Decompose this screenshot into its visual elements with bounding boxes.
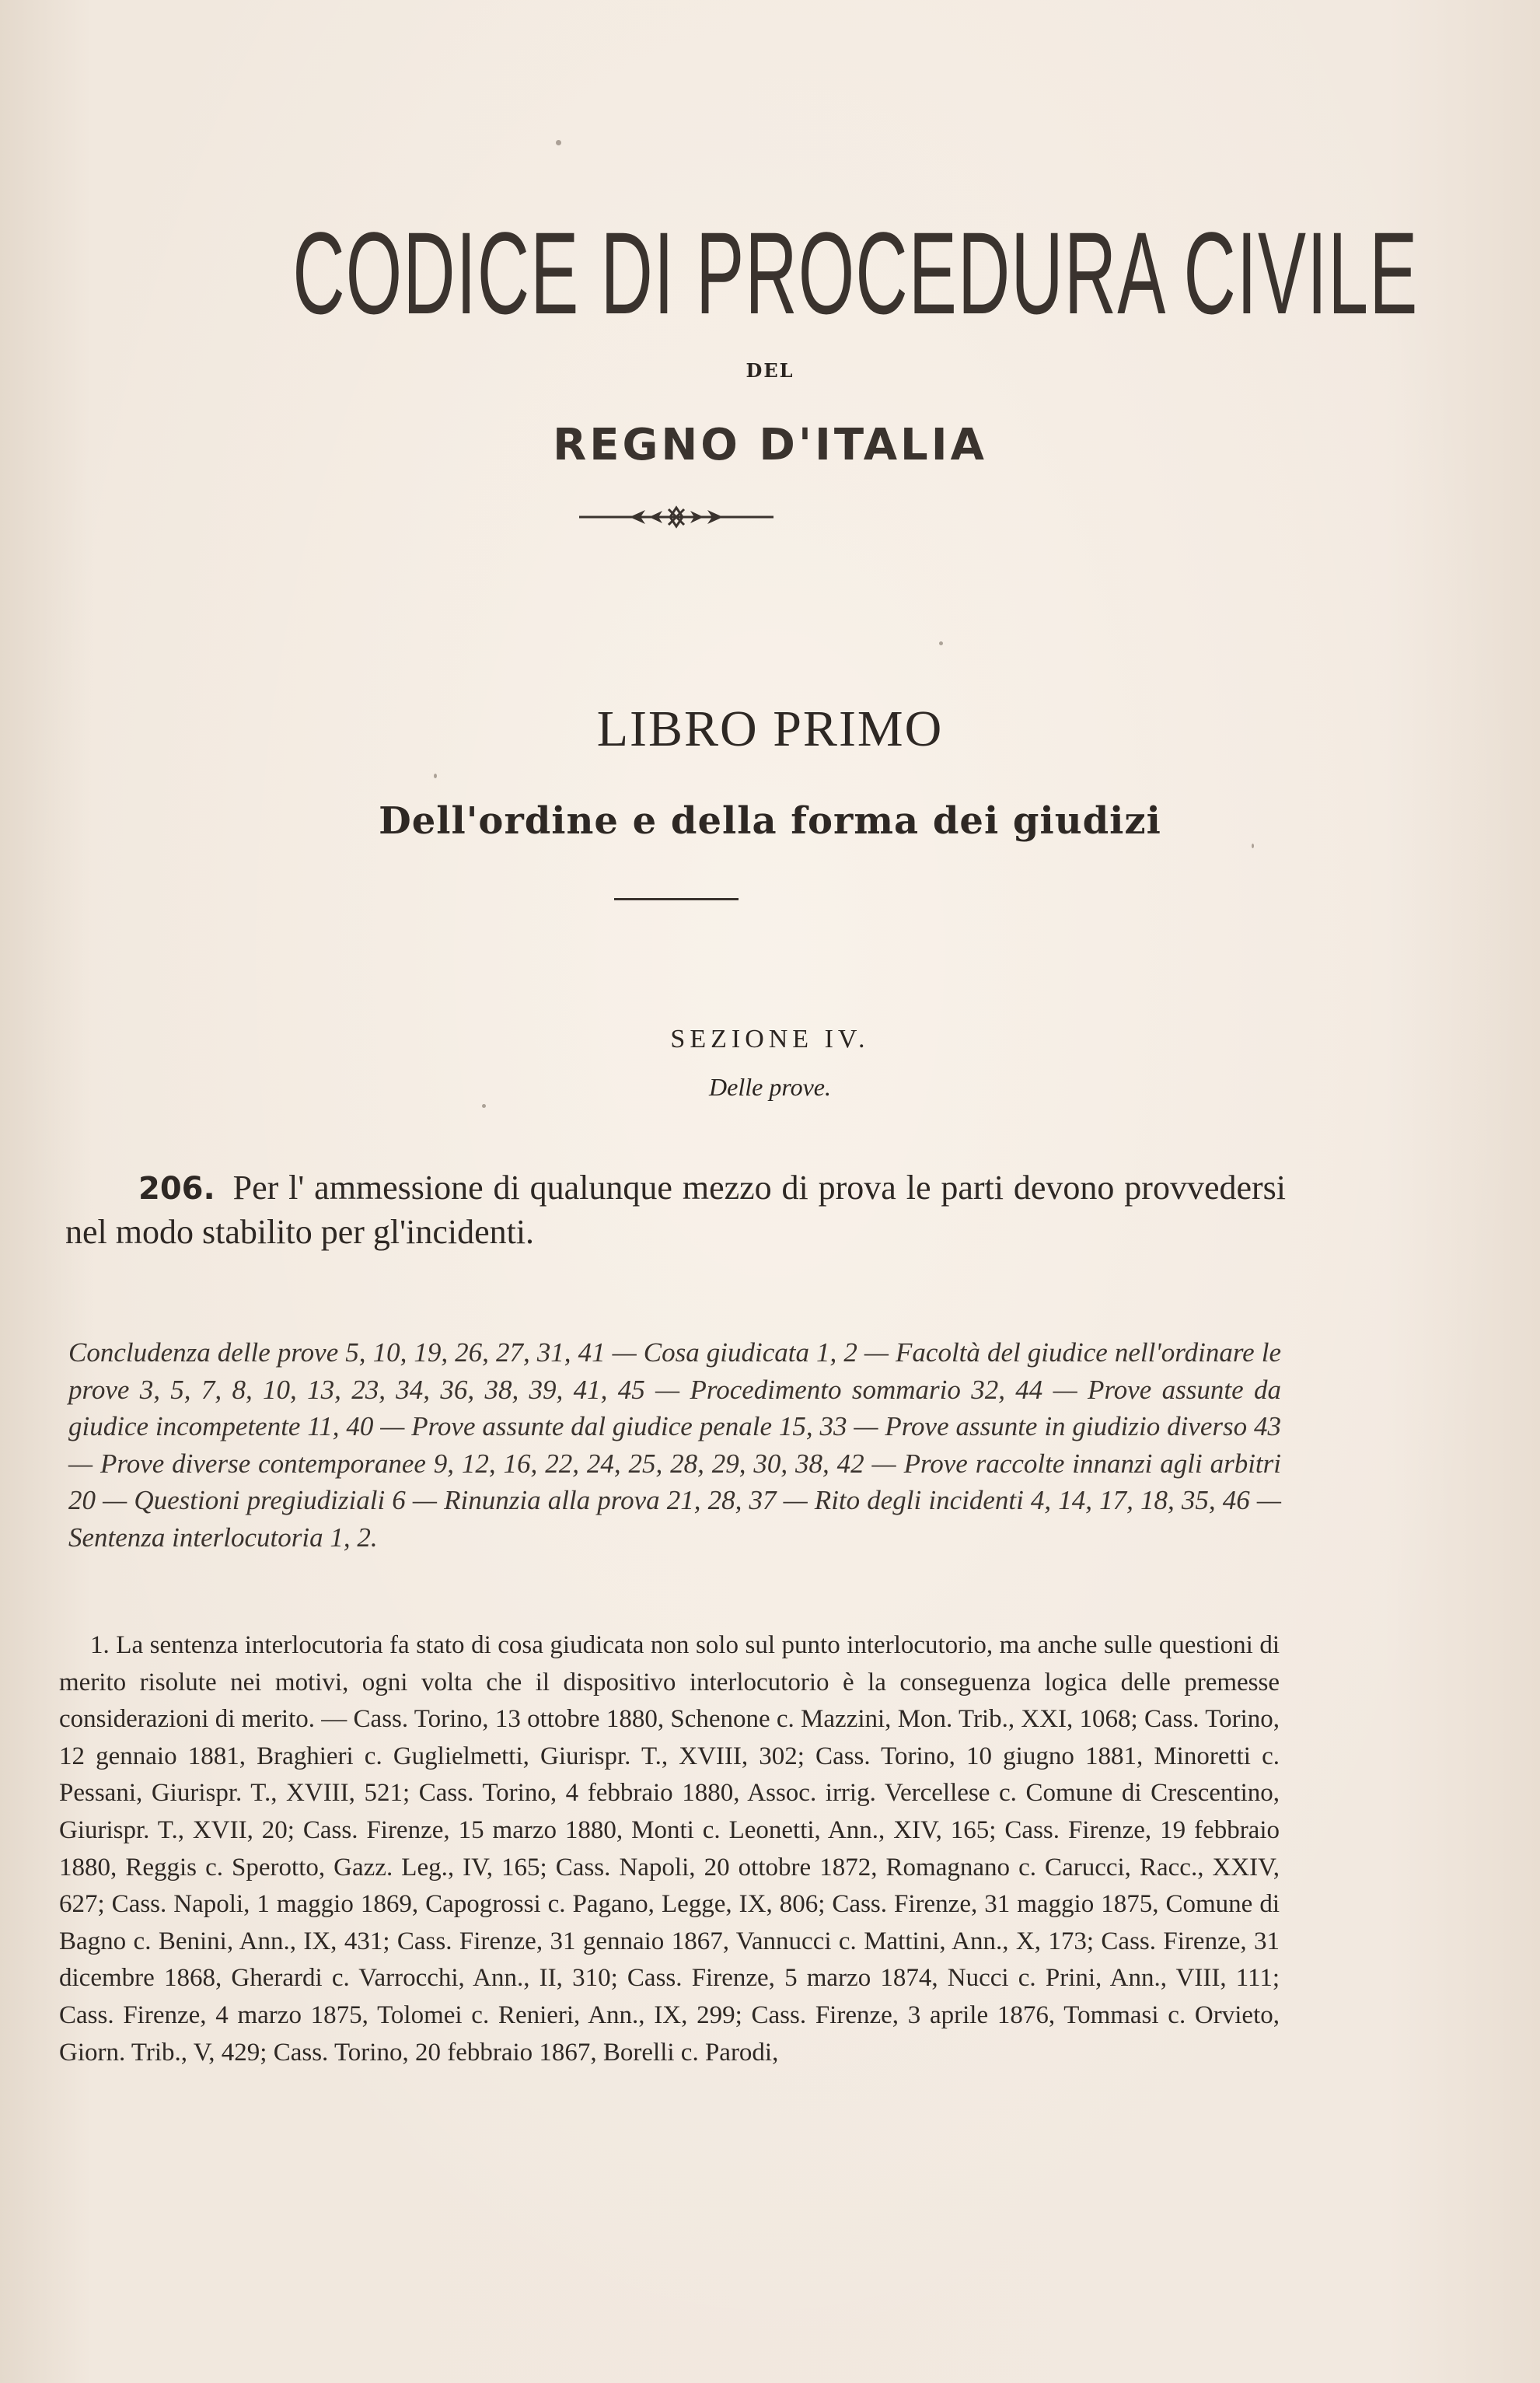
book-title: LIBRO PRIMO [596,701,944,757]
paper-speck [939,641,943,645]
paper-speck [556,140,561,145]
section-heading: SEZIONE IV. [670,1025,870,1053]
section-subtitle: Delle prove. [709,1073,831,1101]
kingdom-title: REGNO D'ITALIA [553,420,987,470]
code-title: CODICE DI PROCEDURA CIVILE [292,208,1419,338]
book-subtitle: Dell'ordine e della forma dei giudizi [379,799,1161,843]
paper-speck [482,1104,486,1108]
horizontal-rule [614,898,739,900]
title-connector: DEL [746,359,794,382]
ornament-divider-icon [575,501,777,533]
article-text: Per l' ammessione di qualunque mezzo di prova le parti devono provvedersi nel modo stabilito per gl'incidenti. [65,1169,1286,1251]
article-206 [65,1166,1286,1254]
paper-speck [1252,844,1254,848]
article-number: 206. [138,1171,215,1207]
subject-index: Concludenza delle prove 5, 10, 19, 26, 27, 31, 41 — Cosa giudicata 1, 2 — Facoltà del giudice nell'ordinare le prove 3, 5, 7, 8, 10, 13, 23, 34, 36, 38, 39, 41, 45 — Procedimento sommario 32, 44 — Prove assunte da giudice incompetente 11, 40 — Prove assunte dal giudice penale 15, 33 — Prove assunte in giudizio diverso 43 — Prove diverse contemporanee 9, 12, 16, 22, 24, 25, 28, 29, 30, 38, 42 — Prove raccolte innanzi agli arbitri 20 — Questioni pregiudiziali 6 — Rinunzia alla prova 21, 28, 37 — Rito degli incidenti 4, 14, 17, 18, 35, 46 — Sentenza interlocutoria 1, 2. [68,1337,1281,1553]
jurisprudence-note [59,1627,1280,2071]
paper-speck [434,774,437,778]
note-1-text: 1. La sentenza interlocutoria fa stato di cosa giudicata non solo sul punto interlocutorio, ma anche sulle questioni di merito risolute nei motivi, ogni volta che il dispositivo interlocutorio è la conseguenza logica delle premesse considerazioni di merito. — Cass. Torino, 13 ottobre 1880, Schenone c. Mazzini, Mon. Trib., XXI, 1068; Cass. Torino, 12 gennaio 1881, Braghieri c. Guglielmetti, Giurispr. T., XVIII, 302; Cass. Torino, 10 giugno 1881, Minoretti c. Pessani, Giurispr. T., XVIII, 521; Cass. Torino, 4 febbraio 1880, Assoc. irrig. Vercellese c. Comune di Crescentino, Giurispr. T., XVII, 20; Cass. Firenze, 15 marzo 1880, Monti c. Leonetti, Ann., XIV, 165; Cass. Firenze, 19 febbraio 1880, Reggis c. Sperotto, Gazz. Leg., IV, 165; Cass. Napoli, 20 ottobre 1872, Romagnano c. Carucci, Racc., XXIV, 627; Cass. Napoli, 1 maggio 1869, Capogrossi c. Pagano, Legge, IX, 806; Cass. Firenze, 31 maggio 1875, Comune di Bagno c. Benini, Ann., IX, 431; Cass. Firenze, 31 gennaio 1867, Vannucci c. Mattini, Ann., X, 173; Cass. Firenze, 31 dicembre 1868, Gherardi c. Varrocchi, Ann., II, 310; Cass. Firenze, 5 marzo 1874, Nucci c. Prini, Ann., VIII, 111; Cass. Firenze, 4 marzo 1875, Tolomei c. Renieri, Ann., IX, 299; Cass. Firenze, 3 aprile 1876, Tommasi c. Orvieto, Giorn. Trib., V, 429; Cass. Torino, 20 febbraio 1867, Borelli c. Parodi, [59,1631,1280,2067]
